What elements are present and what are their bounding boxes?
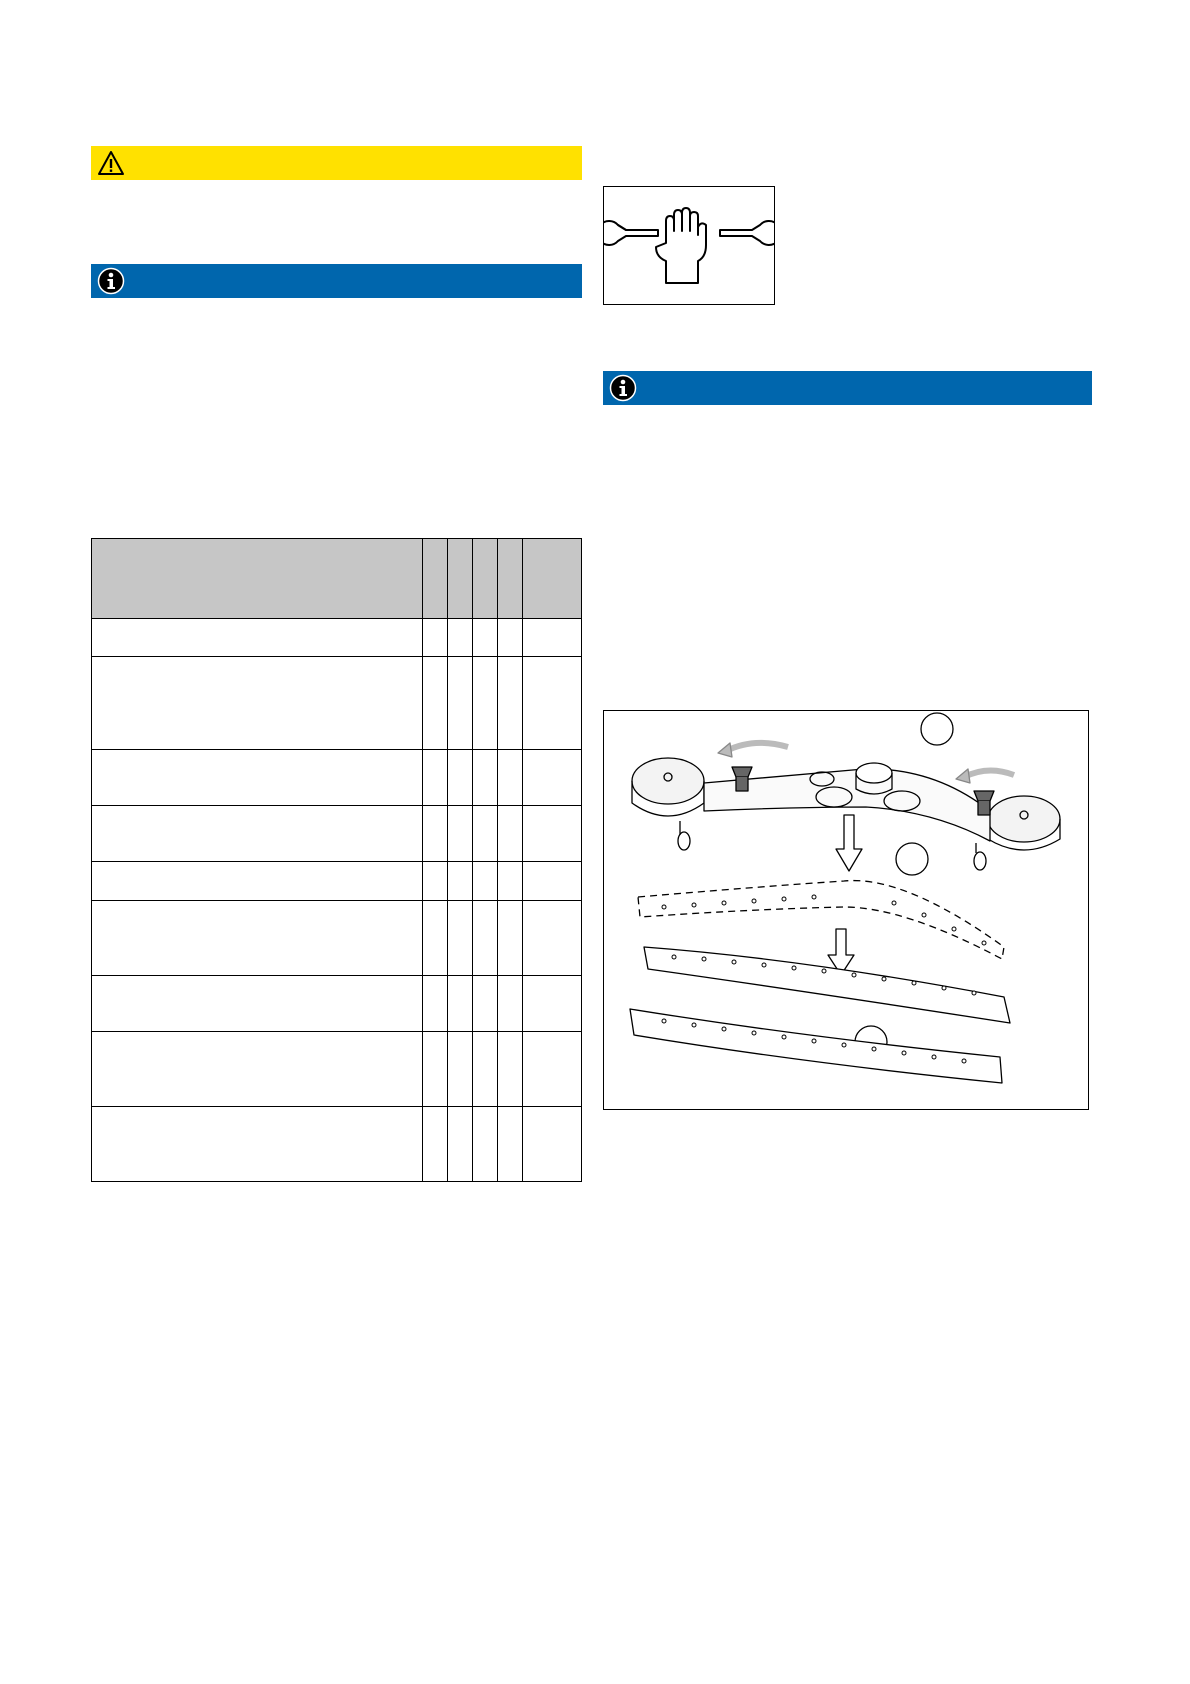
squeegee-assembly-illustration — [604, 711, 1088, 1109]
table-header-cell — [498, 539, 523, 619]
squeegee-figure — [603, 710, 1089, 1110]
warning-triangle-icon — [97, 149, 125, 177]
service-symbol-box — [603, 186, 775, 305]
table-row — [92, 1107, 582, 1182]
table-header-cell — [423, 539, 448, 619]
table-row — [92, 657, 582, 750]
table-header-cell — [92, 539, 423, 619]
table-header-row — [92, 539, 582, 619]
table-row — [92, 901, 582, 976]
table-row — [92, 619, 582, 657]
warning-bar — [91, 146, 582, 180]
table-row — [92, 750, 582, 806]
table-row — [92, 806, 582, 862]
info-icon — [97, 267, 125, 295]
table-header-cell — [523, 539, 582, 619]
table-row — [92, 976, 582, 1032]
info-bar — [91, 264, 582, 298]
table-row — [92, 1032, 582, 1107]
table-header-cell — [448, 539, 473, 619]
info-bar — [603, 371, 1092, 405]
table-header-cell — [473, 539, 498, 619]
info-icon — [609, 374, 637, 402]
maintenance-table — [91, 538, 582, 1182]
table-row — [92, 862, 582, 901]
wrench-hand-wrench-icon — [604, 187, 774, 304]
